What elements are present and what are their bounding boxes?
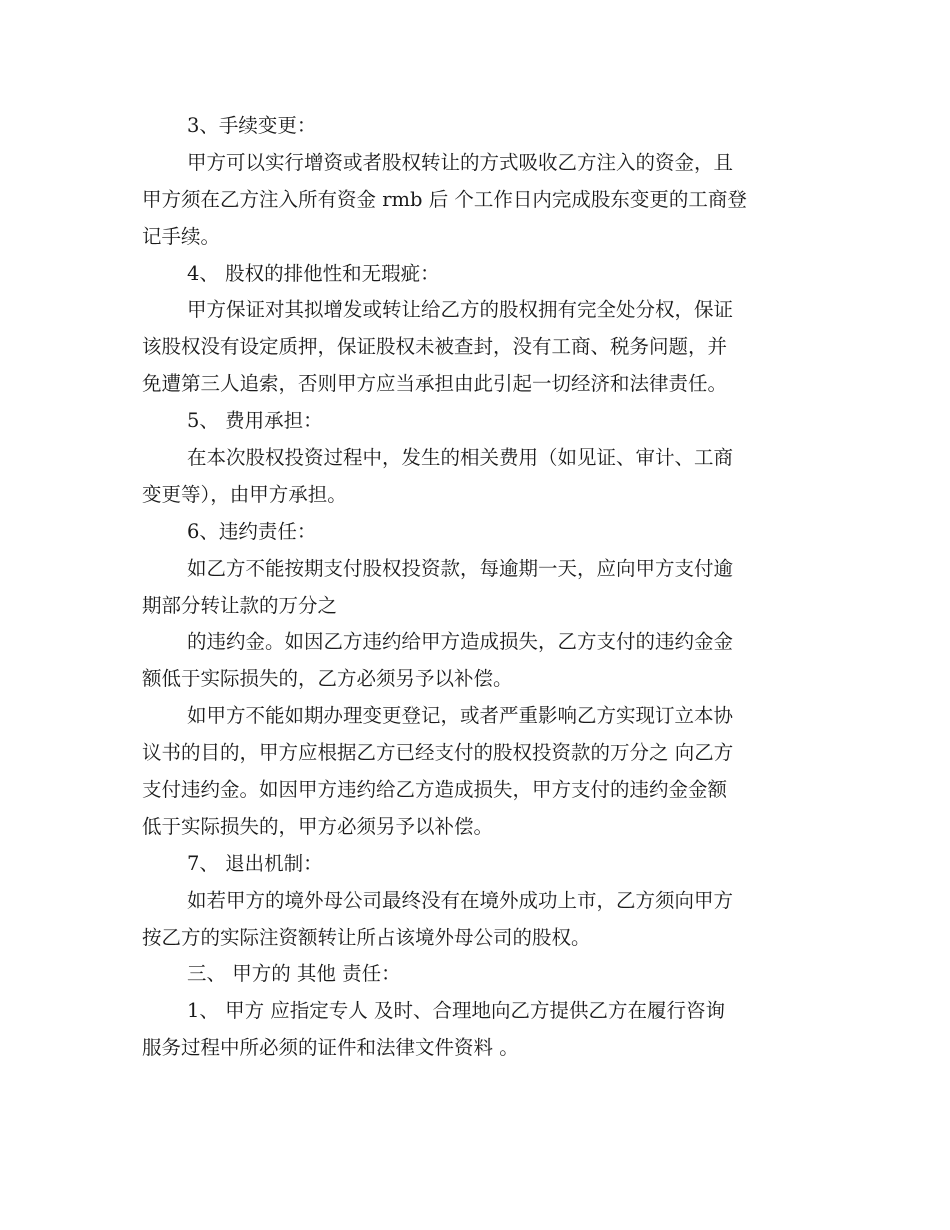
section-heading-5: 5、 费用承担： — [187, 409, 323, 433]
section-heading-4: 4、 股权的排他性和无瑕疵： — [187, 261, 440, 285]
paragraph-line: 免遭第三人追索，否则甲方应当承担由此引起一切经济和法律责任。 — [142, 372, 728, 396]
paragraph-line: 在本次股权投资过程中，发生的相关费用（如见证、审计、工商 — [187, 446, 734, 470]
paragraph-line: 如乙方不能按期支付股权投资款，每逾期一天，应向甲方支付逾 — [187, 556, 734, 580]
paragraph-line: 低于实际损失的，甲方必须另予以补偿。 — [142, 814, 494, 838]
section-heading-7: 7、 退出机制： — [187, 851, 323, 875]
paragraph-line: 如若甲方的境外母公司最终没有在境外成功上市，乙方须向甲方 — [187, 888, 734, 912]
paragraph-line: 按乙方的实际注资额转让所占该境外母公司的股权。 — [142, 925, 591, 949]
paragraph-line: 变更等），由甲方承担。 — [142, 482, 347, 506]
paragraph-line: 服务过程中所必须的证件和法律文件资料 。 — [142, 1036, 519, 1060]
paragraph-line: 的违约金。如因乙方违约给甲方造成损失，乙方支付的违约金金 — [187, 630, 734, 654]
paragraph-line: 如甲方不能如期办理变更登记，或者严重影响乙方实现订立本协 — [187, 704, 734, 728]
paragraph-line: 支付违约金。如因甲方违约给乙方造成损失，甲方支付的违约金金额 — [142, 778, 728, 802]
paragraph-line: 1、 甲方 应指定专人 及时、合理地向乙方提供乙方在履行咨询 — [187, 999, 726, 1023]
paragraph-line: 甲方可以实行增资或者股权转让的方式吸收乙方注入的资金，且 — [187, 150, 734, 174]
section-heading-6: 6、违约责任： — [187, 519, 317, 543]
document-body — [142, 108, 810, 1067]
paragraph-line: 期部分转让款的万分之 — [142, 593, 338, 617]
paragraph-line: 额低于实际损失的，乙方必须另予以补偿。 — [142, 667, 513, 691]
paragraph-line: 甲方须在乙方注入所有资金 rmb 后 个工作日内完成股东变更的工商登 — [142, 187, 747, 211]
paragraph-line: 甲方保证对其拟增发或转让给乙方的股权拥有完全处分权，保证 — [187, 298, 734, 322]
section-heading-3: 3、手续变更： — [187, 114, 317, 137]
paragraph-line: 议书的目的，甲方应根据乙方已经支付的股权投资款的万分之 向乙方 — [142, 741, 734, 765]
paragraph-line: 该股权没有设定质押，保证股权未被查封，没有工商、税务问题，并 — [142, 335, 728, 359]
chapter-heading-3: 三、 甲方的 其他 责任： — [187, 962, 401, 986]
paragraph-line: 记手续。 — [142, 224, 221, 248]
